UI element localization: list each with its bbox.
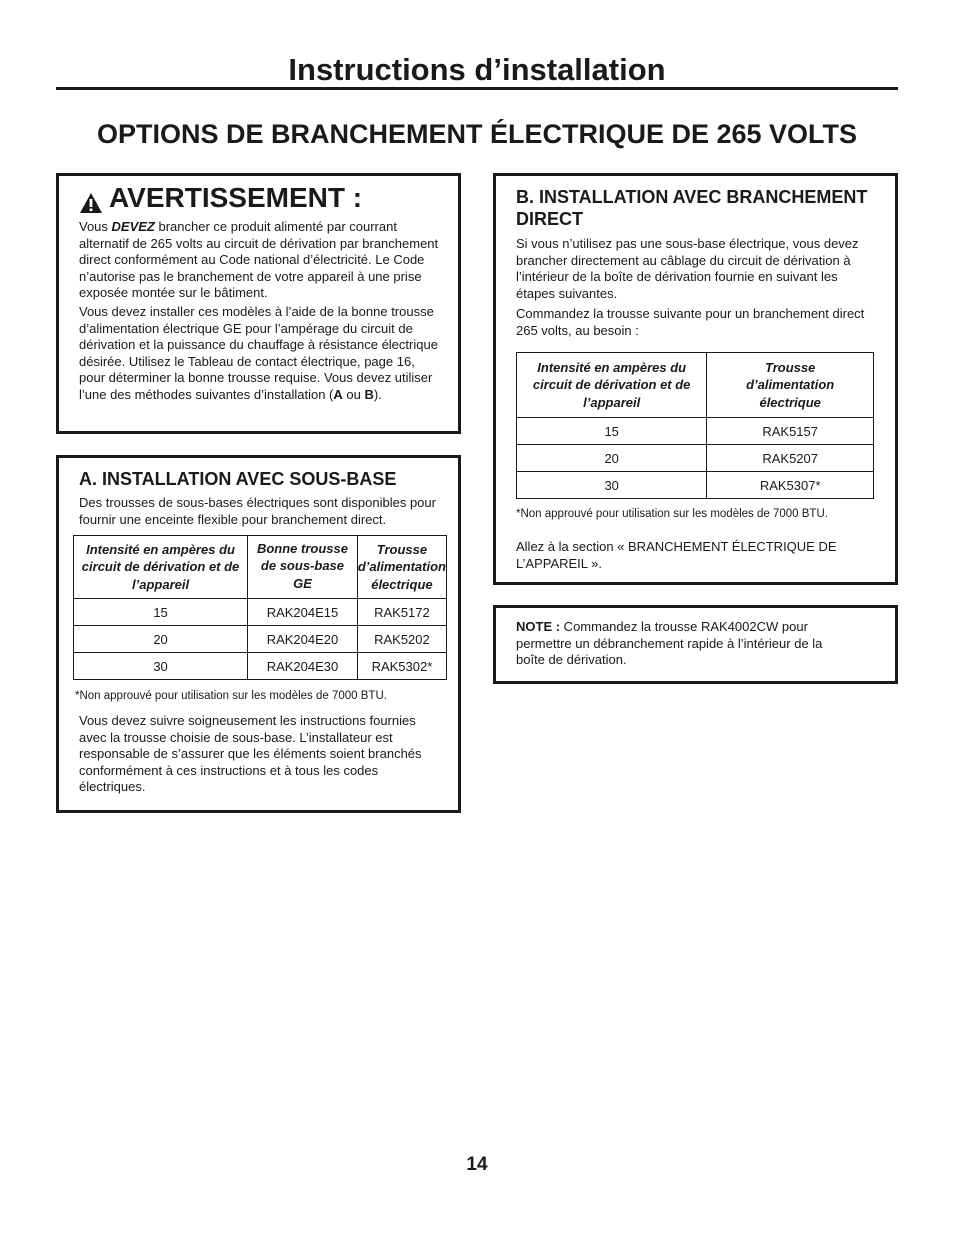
table-row	[74, 626, 447, 653]
table-cell: RAK5302*	[357, 653, 446, 680]
direct-heading: B. INSTALLATION AVEC BRANCHEMENT DIRECT	[516, 187, 868, 229]
note-box	[493, 605, 898, 684]
subbase-intro: Des trousses de sous-bases électriques sont disponibles pour fournir une enceinte flexible pour branchement direct.	[79, 495, 436, 527]
table-cell: RAK5307*	[707, 472, 874, 499]
subbase-closing: Vous devez suivre soigneusement les instructions fournies avec la trousse choisie de sous-base. L’installateur est responsable de s’assurer que les éléments soient branchés conformément à ces instructions et à tous les codes électriques.	[79, 713, 422, 794]
table-row	[517, 472, 874, 499]
note-label: NOTE :	[516, 619, 561, 634]
direct-see-also: Allez à la section « BRANCHEMENT ÉLECTRIQUE DE L’APPAREIL ».	[516, 539, 837, 571]
page-number: 14	[466, 1154, 488, 1175]
column-header: Trousse d’alimentation électrique	[357, 536, 446, 599]
warning-paragraph-2: Vous devez installer ces modèles à l’aide de la bonne trousse d’alimentation électrique GE pour l’ampérage du circuit de dérivation et la puissance du chauffage à résistance électrique désirée. Utilisez le Tableau de contact électrique, page 16, pour déterminer la bonne trousse requise. Vous devez utiliser l’une des méthodes suivantes d’installation (A ou B).	[79, 304, 438, 402]
warning-emphasis: DEVEZ	[111, 219, 155, 234]
warning-title: AVERTISSEMENT :	[109, 182, 363, 213]
subbase-footnote: *Non approuvé pour utilisation sur les modèles de 7000 BTU.	[75, 690, 387, 702]
warning-paragraph-1: Vous DEVEZ brancher ce produit alimenté par courrant alternatif de 265 volts au circuit de dérivation par branchement direct conformément au Code national d’électricité. Le Code n’autorise pas le branchement de votre appareil à une prise exposée montée sur le bâtiment.	[79, 219, 439, 300]
table-header-row	[517, 353, 874, 418]
column-header: Intensité en ampères du circuit de dérivation et de l’appareil	[517, 353, 707, 418]
table-cell: 20	[517, 445, 707, 472]
table-row	[74, 653, 447, 680]
subbase-box	[56, 455, 461, 813]
table-cell: RAK204E20	[248, 626, 358, 653]
table-cell: 15	[74, 599, 248, 626]
warning-title-row	[79, 180, 362, 216]
table-row	[517, 418, 874, 445]
table-cell: RAK5157	[707, 418, 874, 445]
section-heading: OPTIONS DE BRANCHEMENT ÉLECTRIQUE DE 265 VOLTS	[96, 119, 858, 149]
column-header: Intensité en ampères du circuit de dérivation et de l’appareil	[74, 536, 248, 599]
table-cell: 30	[74, 653, 248, 680]
warning-triangle-icon	[79, 187, 103, 209]
table-cell: RAK204E30	[248, 653, 358, 680]
table-row	[74, 599, 447, 626]
subbase-table	[73, 535, 447, 680]
direct-paragraph-1: Si vous n’utilisez pas une sous-base électrique, vous devez brancher directement au câblage du circuit de dérivation à l’intérieur de la boîte de dérivation fournie en suivant les étapes suivantes.	[516, 236, 859, 301]
table-cell: RAK5172	[357, 599, 446, 626]
note-text: NOTE : Commandez la trousse RAK4002CW pour permettre un débranchement rapide à l’intérieur de la boîte de dérivation.	[516, 619, 823, 667]
warning-box	[56, 173, 461, 434]
page-title: Instructions d’installation	[288, 52, 666, 87]
table-cell: RAK204E15	[248, 599, 358, 626]
column-header: Bonne trousse de sous-base GE	[248, 536, 358, 599]
table-cell: 15	[517, 418, 707, 445]
table-cell: RAK5207	[707, 445, 874, 472]
table-cell: RAK5202	[357, 626, 446, 653]
direct-footnote: *Non approuvé pour utilisation sur les modèles de 7000 BTU.	[516, 508, 828, 520]
column-header: Trousse d’alimentation électrique	[707, 353, 874, 418]
direct-table	[516, 352, 874, 499]
table-cell: 30	[517, 472, 707, 499]
direct-paragraph-2: Commandez la trousse suivante pour un branchement direct 265 volts, au besoin :	[516, 306, 865, 338]
table-row	[517, 445, 874, 472]
title-rule	[56, 87, 898, 90]
direct-box	[493, 173, 898, 585]
table-cell: 20	[74, 626, 248, 653]
table-header-row	[74, 536, 447, 599]
subbase-heading: A. INSTALLATION AVEC SOUS-BASE	[79, 469, 397, 489]
